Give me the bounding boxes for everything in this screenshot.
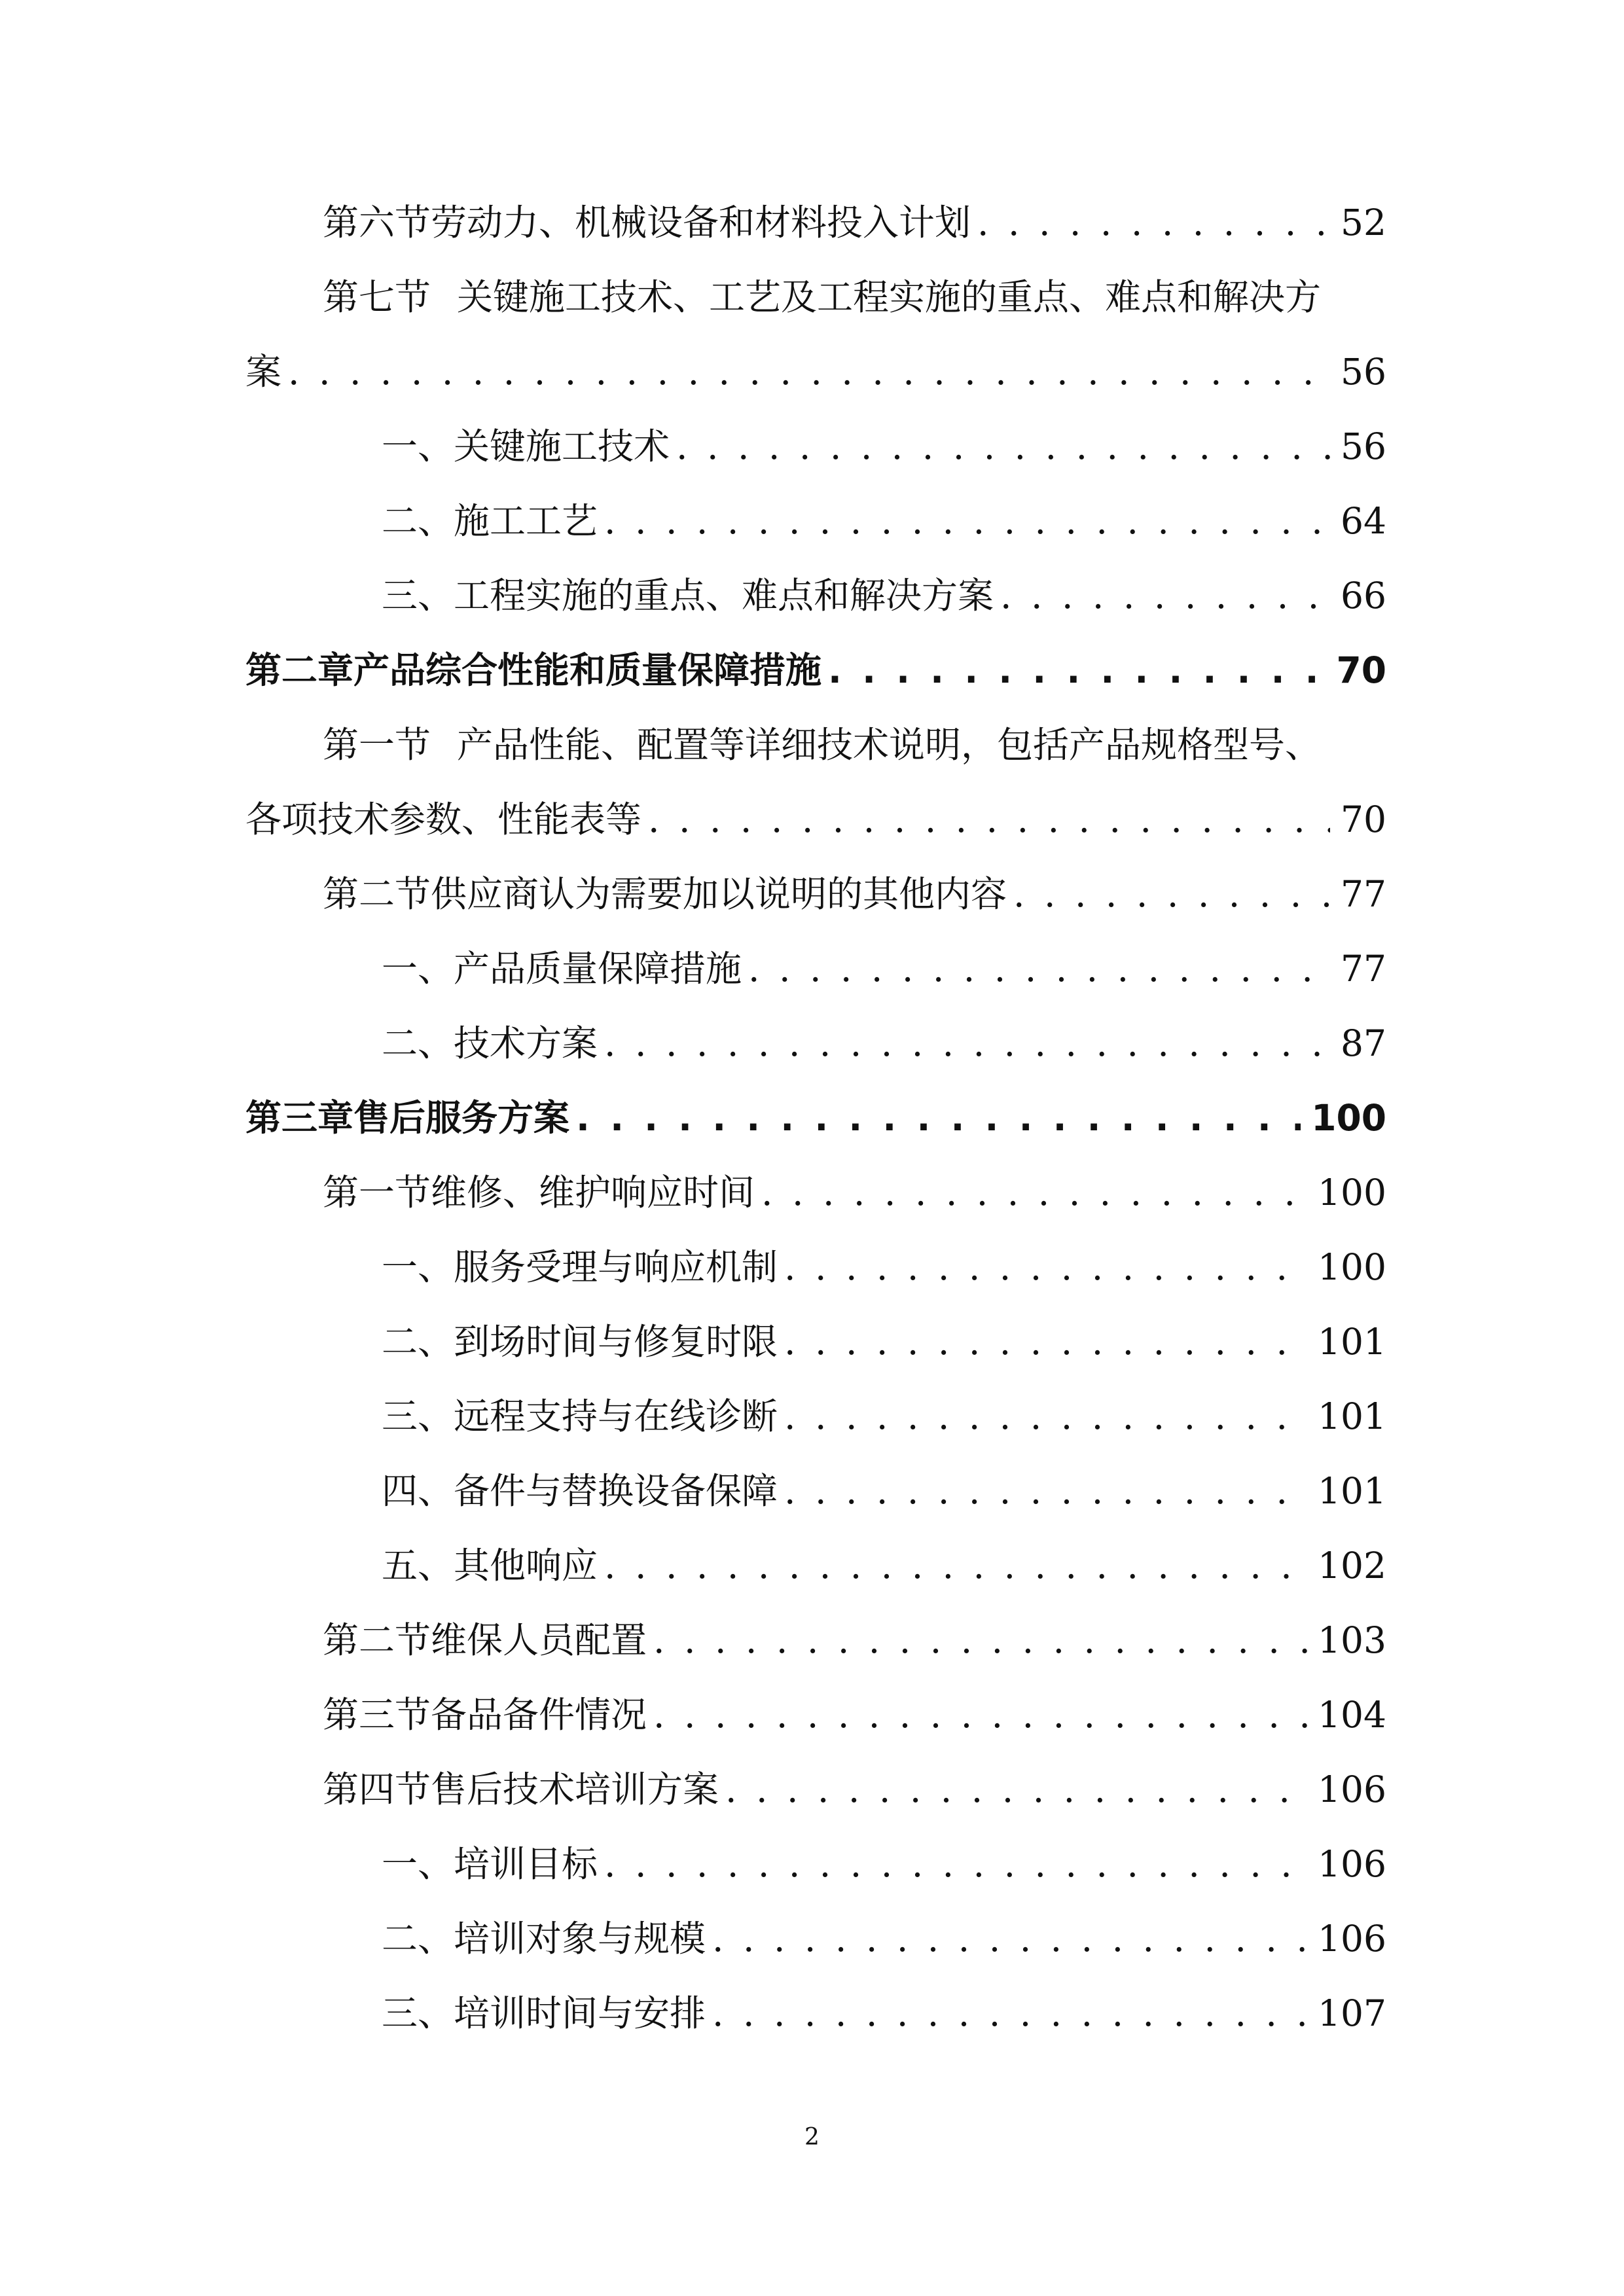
- dot-leader: [748, 946, 1330, 992]
- dot-leader: [648, 797, 1330, 842]
- dot-leader: [761, 1170, 1307, 1215]
- toc-entry-page: 70: [1341, 798, 1386, 840]
- toc-entry[interactable]: [323, 274, 1321, 320]
- toc-entry-page: 101: [1318, 1470, 1386, 1512]
- toc-entry-number: 三、: [382, 1395, 454, 1437]
- toc-entry-title-continued: 案: [245, 351, 282, 393]
- toc-entry-page: 56: [1341, 425, 1386, 467]
- toc-entry-page: 100: [1318, 1172, 1386, 1213]
- toc-entry-title: 到场时间与修复时限: [454, 1321, 778, 1363]
- toc-entry-page: 103: [1318, 1619, 1386, 1661]
- dot-leader: [676, 423, 1330, 469]
- toc-entry-page: 106: [1318, 1918, 1386, 1960]
- dot-leader: [604, 1841, 1307, 1887]
- dot-leader: [784, 1393, 1307, 1439]
- toc-entry-page: 100: [1318, 1246, 1386, 1288]
- toc-entry-number: 第二节: [323, 873, 431, 915]
- toc-entry-number: 第一节: [323, 1172, 431, 1213]
- toc-entry-title: 技术方案: [454, 1022, 598, 1064]
- toc-entry-page: 107: [1318, 1992, 1386, 2034]
- toc-entry-title: 其他响应: [454, 1545, 598, 1587]
- toc-entry-number: 一、: [382, 948, 454, 990]
- toc-entry-number: 第七节: [323, 276, 431, 318]
- toc-entry-page: 77: [1341, 948, 1386, 990]
- toc-entry-title: 维修、维护响应时间: [431, 1172, 755, 1213]
- dot-leader: [576, 1095, 1301, 1141]
- toc-entry-title: 供应商认为需要加以说明的其他内容: [431, 873, 1007, 915]
- toc-entry-title: 售后技术培训方案: [431, 1768, 719, 1810]
- toc-entry-page: 77: [1341, 873, 1386, 915]
- toc-entry-title: 培训目标: [454, 1843, 598, 1885]
- dot-leader: [604, 498, 1330, 544]
- toc-entry-title: 培训时间与安排: [454, 1992, 706, 2034]
- toc-entry-title: 维保人员配置: [431, 1619, 647, 1661]
- toc-entry-page: 101: [1318, 1395, 1386, 1437]
- toc-entry-number: 第二节: [323, 1619, 431, 1661]
- toc-entry-title: 售后服务方案: [353, 1097, 570, 1139]
- dot-leader: [712, 1916, 1307, 1962]
- toc-entry[interactable]: [323, 722, 1321, 768]
- toc-entry-page: 70: [1336, 649, 1386, 691]
- dot-leader: [653, 1692, 1307, 1738]
- toc-entry-number: 第六节: [323, 202, 431, 243]
- toc-entry-number: 第一节: [323, 724, 431, 766]
- dot-leader: [604, 1543, 1307, 1588]
- toc-entry-page: 87: [1341, 1022, 1386, 1064]
- toc-entry-number: 第四节: [323, 1768, 431, 1810]
- dot-leader: [725, 1767, 1307, 1812]
- toc-entry-title: 关键施工技术: [454, 425, 670, 467]
- toc-entry-number: 一、: [382, 1246, 454, 1288]
- dot-leader: [653, 1617, 1307, 1663]
- toc-entry-title: 产品质量保障措施: [454, 948, 742, 990]
- dot-leader: [784, 1468, 1307, 1514]
- dot-leader: [1000, 573, 1330, 619]
- dot-leader: [784, 1244, 1307, 1290]
- toc-entry-page: 101: [1318, 1321, 1386, 1363]
- toc-entry-number: 三、: [382, 1992, 454, 2034]
- toc-entry-page: 66: [1341, 575, 1386, 617]
- toc-entry-number: 三、: [382, 575, 454, 617]
- dot-leader: [288, 349, 1330, 395]
- toc-entry-number: 四、: [382, 1470, 454, 1512]
- toc-entry-title: 产品综合性能和质量保障措施: [353, 649, 822, 691]
- toc-entry-title: 备品备件情况: [431, 1694, 647, 1736]
- toc-entry-title: 服务受理与响应机制: [454, 1246, 778, 1288]
- dot-leader: [1013, 871, 1330, 917]
- toc-entry-number: 二、: [382, 1022, 454, 1064]
- dot-leader: [977, 200, 1330, 245]
- toc-entry-number: 二、: [382, 500, 454, 542]
- toc-entry-number: 一、: [382, 425, 454, 467]
- toc-entry-title: 备件与替换设备保障: [454, 1470, 778, 1512]
- toc-entry-page: 52: [1341, 202, 1386, 243]
- toc-entry-page: 106: [1318, 1843, 1386, 1885]
- dot-leader: [604, 1020, 1330, 1066]
- toc-entry-title: 产品性能、配置等详细技术说明，包括产品规格型号、: [457, 724, 1322, 766]
- toc-entry-number: 第二章: [245, 649, 354, 691]
- toc-entry-page: 106: [1318, 1768, 1386, 1810]
- toc-entry-number: 二、: [382, 1321, 454, 1363]
- toc-entry-title: 工程实施的重点、难点和解决方案: [454, 575, 994, 617]
- toc-entry-title: 施工工艺: [454, 500, 598, 542]
- page-number: 2: [804, 2124, 820, 2151]
- toc-entry-page: 56: [1341, 351, 1386, 393]
- toc-entry-page: 102: [1318, 1545, 1386, 1587]
- dot-leader: [784, 1319, 1307, 1365]
- toc-entry-number: 第三节: [323, 1694, 431, 1736]
- toc-entry-page: 100: [1311, 1097, 1386, 1139]
- toc-entry-title-continued: 各项技术参数、性能表等: [245, 798, 642, 840]
- toc-entry-page: 104: [1318, 1694, 1386, 1736]
- toc-entry-number: 第三章: [245, 1097, 354, 1139]
- toc-entry-title: 劳动力、机械设备和材料投入计划: [431, 202, 971, 243]
- dot-leader: [828, 647, 1326, 693]
- toc-entry-number: 二、: [382, 1918, 454, 1960]
- toc-entry-title: 培训对象与规模: [454, 1918, 706, 1960]
- dot-leader: [712, 1990, 1307, 2036]
- toc-entry-page: 64: [1341, 500, 1386, 542]
- toc-entry-title: 关键施工技术、工艺及工程实施的重点、难点和解决方: [457, 276, 1322, 318]
- toc-entry-number: 一、: [382, 1843, 454, 1885]
- toc-entry-number: 五、: [382, 1545, 454, 1587]
- toc-entry-title: 远程支持与在线诊断: [454, 1395, 778, 1437]
